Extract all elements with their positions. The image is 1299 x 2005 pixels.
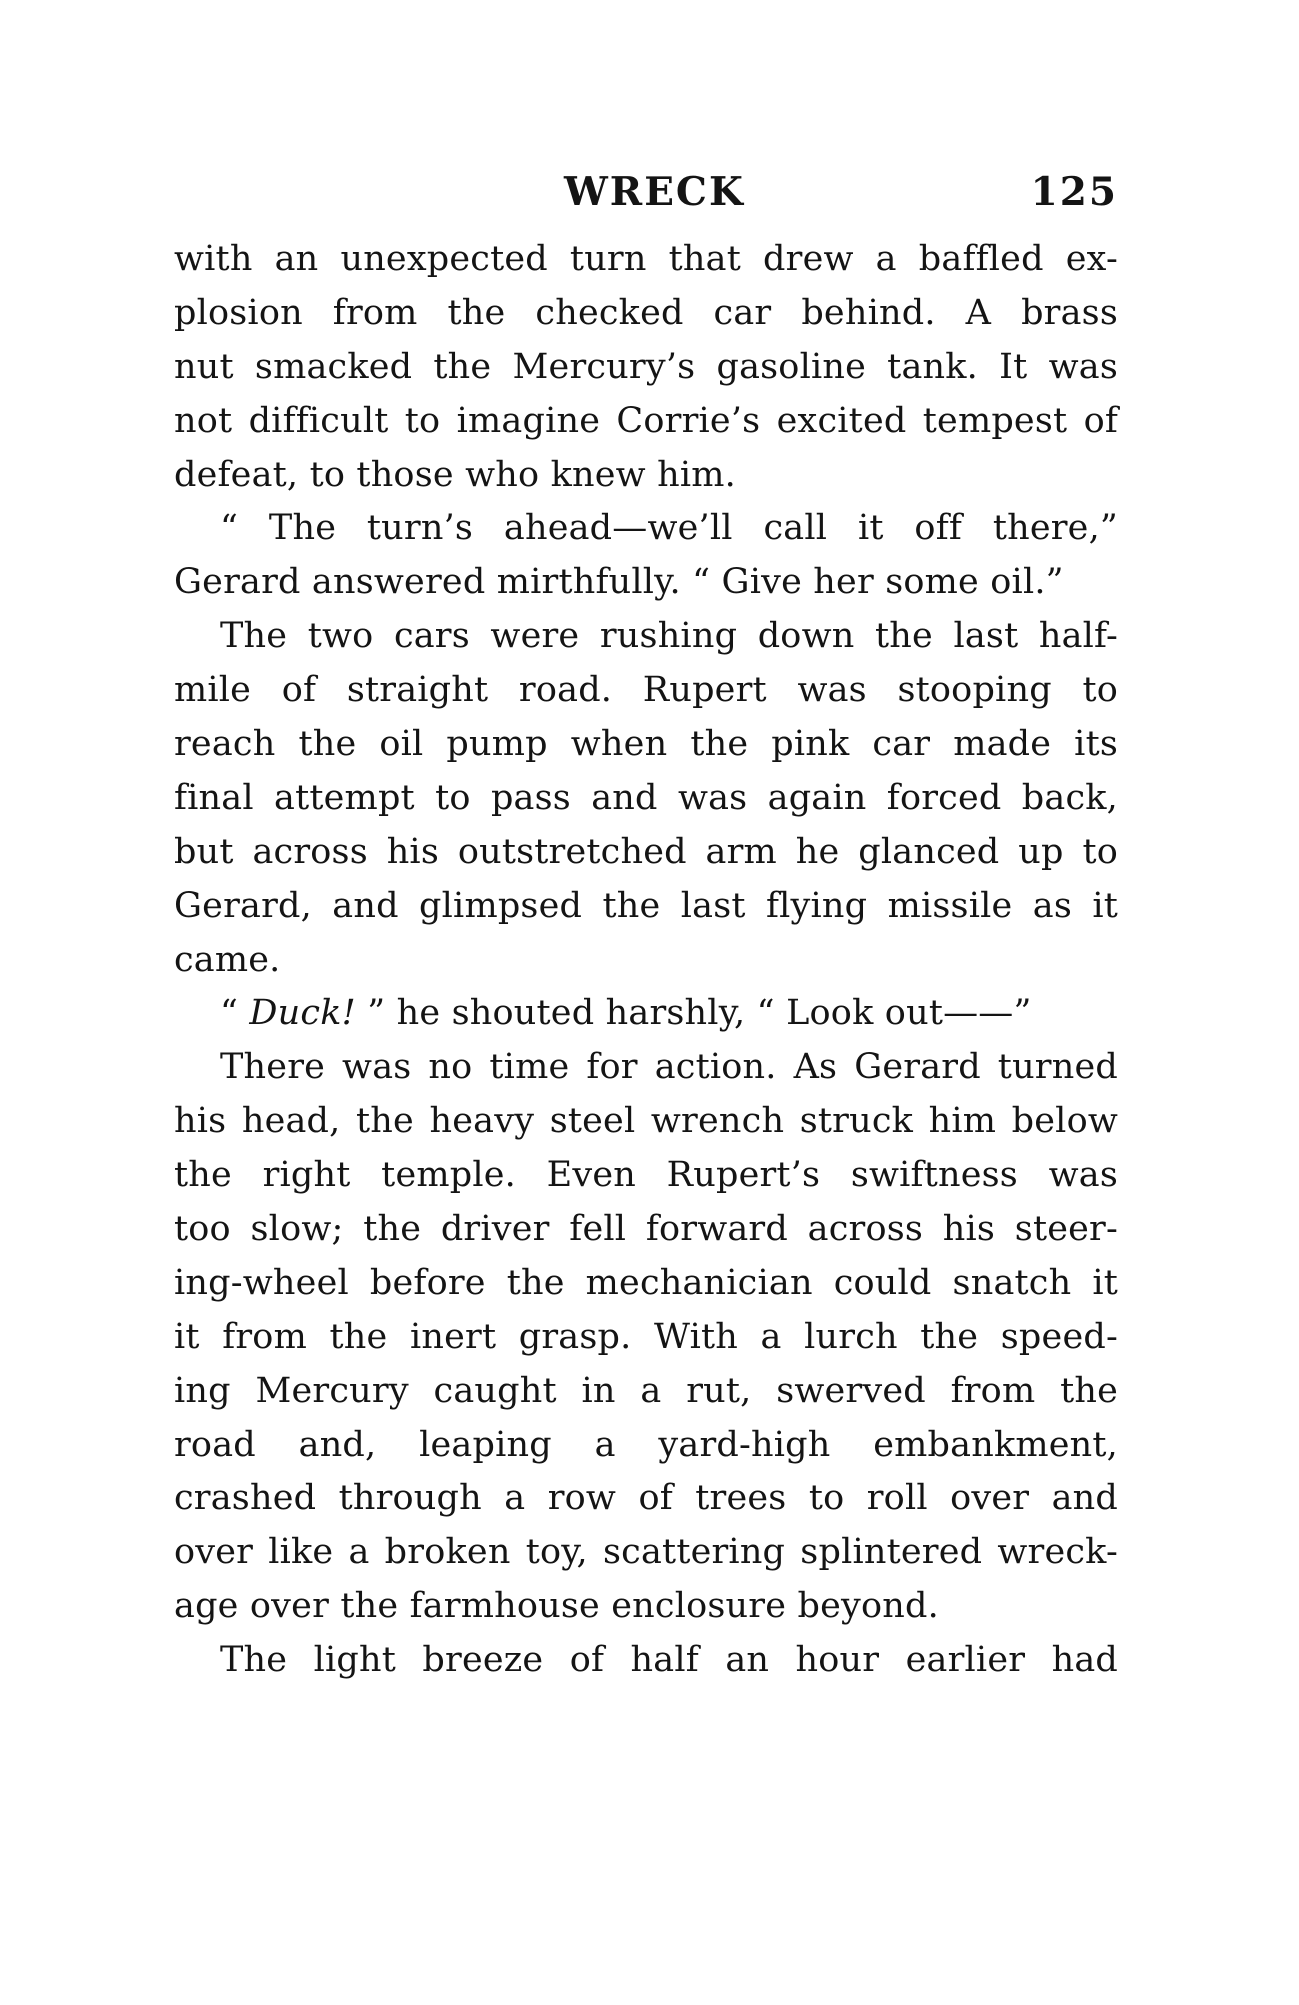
- text-line: his head, the heavy steel wrench struck him below: [174, 1101, 1118, 1142]
- text-line: final attempt to pass and was again forced back,: [174, 777, 1118, 818]
- text-line: reach the oil pump when the pink car made its: [174, 724, 1118, 765]
- text-line: “ The turn’s ahead—we’ll call it off there,”: [220, 508, 1118, 549]
- text-line: The two cars were rushing down the last half-: [220, 616, 1118, 657]
- text-segment: “: [220, 993, 250, 1034]
- text-line: There was no time for action. As Gerard turned: [220, 1047, 1118, 1088]
- text-line: the right temple. Even Rupert’s swiftness was: [174, 1155, 1118, 1196]
- text-line: road and, leaping a yard-high embankment,: [174, 1424, 1118, 1465]
- text-line: it from the inert grasp. With a lurch the speed-: [174, 1316, 1118, 1357]
- text-line: too slow; the driver fell forward across his steer-: [174, 1209, 1118, 1250]
- text-line: [174, 987, 1118, 1041]
- text-line: but across his outstretched arm he glanced up to: [174, 831, 1118, 872]
- text-line: not difficult to imagine Corrie’s excited tempest of: [174, 400, 1118, 441]
- italic-word: Duck!: [249, 993, 356, 1034]
- text-line: The light breeze of half an hour earlier had: [220, 1640, 1118, 1681]
- text-segment: ” he shouted harshly, “ Look out——”: [355, 993, 1032, 1034]
- text-line: crashed through a row of trees to roll over and: [174, 1478, 1118, 1519]
- text-line: plosion from the checked car behind. A brass: [174, 292, 1118, 333]
- text-line: mile of straight road. Rupert was stooping to: [174, 670, 1118, 711]
- chapter-title: WRECK: [564, 169, 745, 215]
- text-line: came.: [174, 939, 281, 980]
- text-line: age over the farmhouse enclosure beyond.: [174, 1586, 939, 1627]
- running-head: [174, 166, 1118, 218]
- text-line: with an unexpected turn that drew a baffled ex-: [174, 239, 1118, 279]
- text-line: Gerard answered mirthfully. “ Give her some oil.”: [174, 562, 1064, 603]
- text-line: ing-wheel before the mechanician could snatch it: [174, 1262, 1118, 1303]
- text-line: nut smacked the Mercury’s gasoline tank. It was: [174, 346, 1118, 387]
- body-text: [174, 233, 1118, 1688]
- text-line: Gerard, and glimpsed the last flying missile as it: [174, 885, 1118, 926]
- text-line: ing Mercury caught in a rut, swerved from the: [174, 1370, 1118, 1411]
- page-number: 125: [1030, 169, 1118, 215]
- text-line: defeat, to those who knew him.: [174, 454, 737, 495]
- text-line: over like a broken toy, scattering splintered wreck-: [174, 1532, 1118, 1573]
